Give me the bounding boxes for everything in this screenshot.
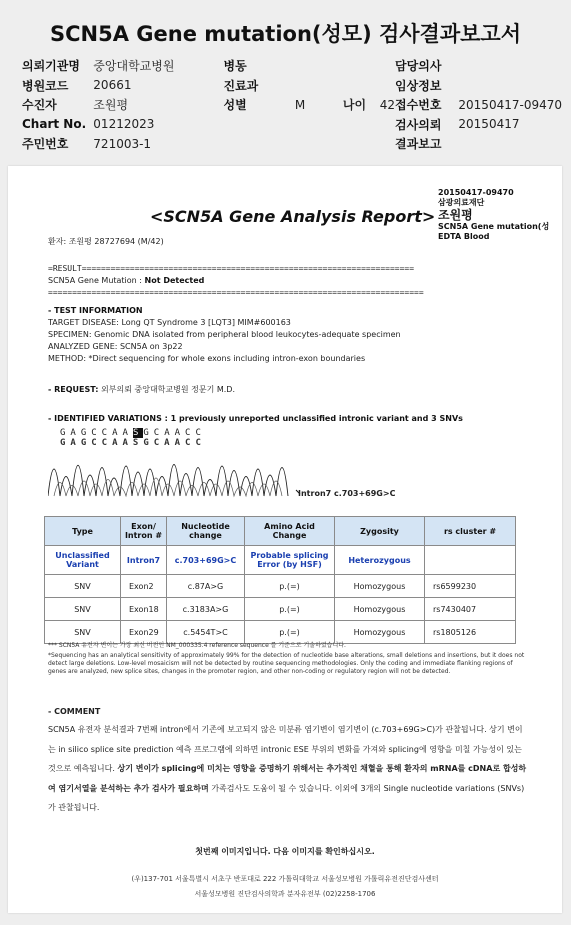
header-value: 20661 (93, 78, 132, 93)
header-label: 수진자 (22, 98, 57, 113)
specimen-info: SPECIMEN: Genomic DNA isolated from peripheral blood leukocytes-adequate specimen (48, 330, 401, 339)
sequence-before: GAGCCAA (60, 428, 133, 438)
mutation-label: SCN5A Gene Mutation : (48, 276, 145, 285)
header-label: Chart No. (22, 117, 87, 132)
table-header-row (45, 517, 516, 546)
header-row (22, 115, 562, 135)
header-label: 담당의사 (395, 59, 442, 74)
header-label (224, 115, 295, 135)
table-cell: SNV (45, 575, 121, 598)
header-value (295, 115, 395, 135)
table-cell (425, 546, 516, 575)
request-line (48, 384, 235, 395)
header-value: 01212023 (93, 117, 155, 132)
patient-line: 환자: 조원평 28727694 (M/42) (48, 237, 164, 246)
test-info-heading: - TEST INFORMATION (48, 306, 143, 315)
header-value (458, 76, 562, 96)
report-title: <SCN5A Gene Analysis Report> (150, 207, 436, 226)
column-header: Nucleotide change (167, 517, 245, 546)
header-row (22, 76, 562, 96)
scanned-report-image (8, 166, 562, 913)
request-heading: - REQUEST: (48, 385, 99, 394)
table-cell: Homozygous (335, 621, 425, 644)
lab-address: (우)137-701 서울특별시 서초구 반포대로 222 가톨릭대학교 서울성모병원 가톨릭유전진단검사센터 (131, 875, 439, 883)
header-value: 721003-1 (93, 136, 152, 151)
table-cell: p.(=) (245, 575, 335, 598)
table-cell: Probable splicing Error (by HSF) (245, 546, 335, 575)
table-row (45, 598, 516, 621)
column-header: Amino Acid Change (245, 517, 335, 546)
method-info: METHOD: *Direct sequencing for whole exons including intron-exon boundaries (48, 354, 366, 363)
table-cell: rs7430407 (425, 598, 516, 621)
mutation-value: Not Detected (144, 276, 205, 285)
comment-text: 가족검사도 도움이 될 수 있습니다. 이외에 3개의 Single nucleotide variations (SNVs)가 관찰됩니다. (48, 783, 525, 812)
chromatogram-image (48, 450, 308, 500)
sequence-called-bases: GAGCCAASGCAACC (60, 438, 206, 448)
table-cell: p.(=) (245, 621, 335, 644)
header-row (22, 95, 562, 115)
header-value: 20150417 (458, 117, 520, 132)
table-cell: c.703+69G>C (167, 546, 245, 575)
table-cell: p.(=) (245, 598, 335, 621)
separator-line: ============================================================================== (48, 288, 424, 297)
stamp-patient-name: 조원평 (438, 208, 473, 222)
table-cell: rs6599230 (425, 575, 516, 598)
table-cell: rs1805126 (425, 621, 516, 644)
table-cell: c.3183A>G (167, 598, 245, 621)
header-label: 주민번호 (22, 137, 69, 152)
table-cell: SNV (45, 598, 121, 621)
sex-value: M (294, 98, 306, 113)
table-cell: c.5454T>C (167, 621, 245, 644)
header-value (295, 95, 395, 115)
header-value: 20150417-09470 (458, 97, 562, 112)
age-label: 나이 (342, 98, 367, 113)
mutation-result (48, 276, 204, 285)
sequencing-footnote: *Sequencing has an analytical sensitivity of approximately 99% for the detection of nucleotide base alterations, small deletions and insertions, but it does not detect large deletions. Low-level mosaicism will not be detected by routine sequencing methodologies. Only the coding and immediate flanking regions of genes are analyzed, new splice sites, changes in the promoter region, and other non-coding or regulatory region will not be detected. (48, 652, 525, 675)
header-value (458, 134, 562, 154)
column-header: Exon/ Intron # (121, 517, 167, 546)
header-value: 조원평 (93, 98, 129, 113)
comment-heading: - COMMENT (48, 707, 101, 716)
column-header: rs cluster # (425, 517, 516, 546)
specimen-stamp (438, 188, 549, 242)
table-cell: Homozygous (335, 575, 425, 598)
table-cell: Intron7 (121, 546, 167, 575)
variations-table (44, 516, 516, 644)
stamp-specimen: EDTA Blood (438, 232, 490, 241)
header-row (22, 56, 562, 76)
header-label: 검사의뢰 (395, 117, 442, 132)
target-disease: TARGET DISEASE: Long QT Syndrome 3 [LQT3] MIM#600163 (48, 318, 291, 327)
next-image-notice: 첫번째 이미지입니다. 다음 이미지를 확인하십시오. (195, 847, 375, 856)
table-cell: Exon2 (121, 575, 167, 598)
age-value: 42 (379, 98, 396, 113)
analyzed-gene: ANALYZED GENE: SCN5A on 3p22 (48, 342, 183, 351)
table-cell: c.87A>G (167, 575, 245, 598)
table-cell: Unclassified Variant (45, 546, 121, 575)
variant-label: Intron7 c.703+69G>C (298, 489, 396, 498)
comment-body (48, 720, 528, 818)
header-label: 성별 (223, 98, 247, 113)
stamp-lab: 삼광의료재단 (438, 198, 485, 207)
table-cell: Heterozygous (335, 546, 425, 575)
result-separator: =RESULT===================================================================== (48, 264, 415, 273)
header-label: 진료과 (223, 78, 259, 93)
sequence-highlight: S (132, 428, 144, 438)
table-cell: Homozygous (335, 598, 425, 621)
header-value (295, 76, 395, 96)
header-label: 접수번호 (395, 98, 442, 113)
sequence-letters (60, 428, 206, 438)
header-label: 의뢰기관명 (22, 59, 80, 74)
lab-department: 서울성모병원 진단검사의학과 분자유전부 (02)2258-1706 (194, 890, 376, 898)
reference-footnote: *** SCN5A 유전자 변이는 가장 최신 버전인 NM_000335.4 reference sequence 를 기준으로 기술하였습니다. (48, 642, 346, 649)
table-row (45, 621, 516, 644)
page-title: SCN5A Gene mutation(성모) 검사결과보고서 (49, 22, 521, 46)
table-cell: Exon18 (121, 598, 167, 621)
header-value (458, 56, 562, 76)
header-row (22, 134, 562, 154)
header-value (295, 134, 395, 154)
header-label: 병원코드 (22, 78, 69, 93)
stamp-test-name: SCN5A Gene mutation(성 (438, 222, 550, 231)
comment-emphasis: 상기 변이가 splicing에 미치는 영향을 증명하기 위해서는 추가적인 채혈을 통해 환자의 mRNA를 cDNA로 합성하여 염기서열을 분석하는 추가 검사가 필요하며 (48, 764, 527, 793)
header-label: 임상정보 (395, 78, 442, 93)
table-row (45, 546, 516, 575)
stamp-accession: 20150417-09470 (438, 188, 514, 197)
header-value: 중앙대학교병원 (93, 59, 175, 74)
column-header: Zygosity (335, 517, 425, 546)
header-info-table (22, 56, 562, 154)
table-row (45, 575, 516, 598)
comment-text: SCN5A 유전자 분석결과 7번째 intron에서 기존에 보고되지 않은 미분류 염기변이 염기변이 (c.703+69G>C)가 관찰됩니다. 상기 변이는 in silico splice site prediction 예측 프로그램에 의하면 intronic ESE 부위의 변화를 가져와 splicing에 영향을 미칠 가능성이 있는 것으로 예측됩니다. (48, 725, 523, 773)
header-label: 결과보고 (395, 137, 442, 152)
header-label: 병동 (223, 59, 247, 74)
table-cell: Exon29 (121, 621, 167, 644)
variations-heading: - IDENTIFIED VARIATIONS : 1 previously unreported unclassified intronic variant and 3 SNVs (48, 414, 463, 423)
header-value (295, 56, 395, 76)
table-cell: SNV (45, 621, 121, 644)
header-label (224, 134, 295, 154)
column-header: Type (45, 517, 121, 546)
sequence-after: GCAACC (143, 428, 206, 438)
request-value: 외부의뢰 중앙대학교병원 정문기 M.D. (101, 385, 235, 394)
